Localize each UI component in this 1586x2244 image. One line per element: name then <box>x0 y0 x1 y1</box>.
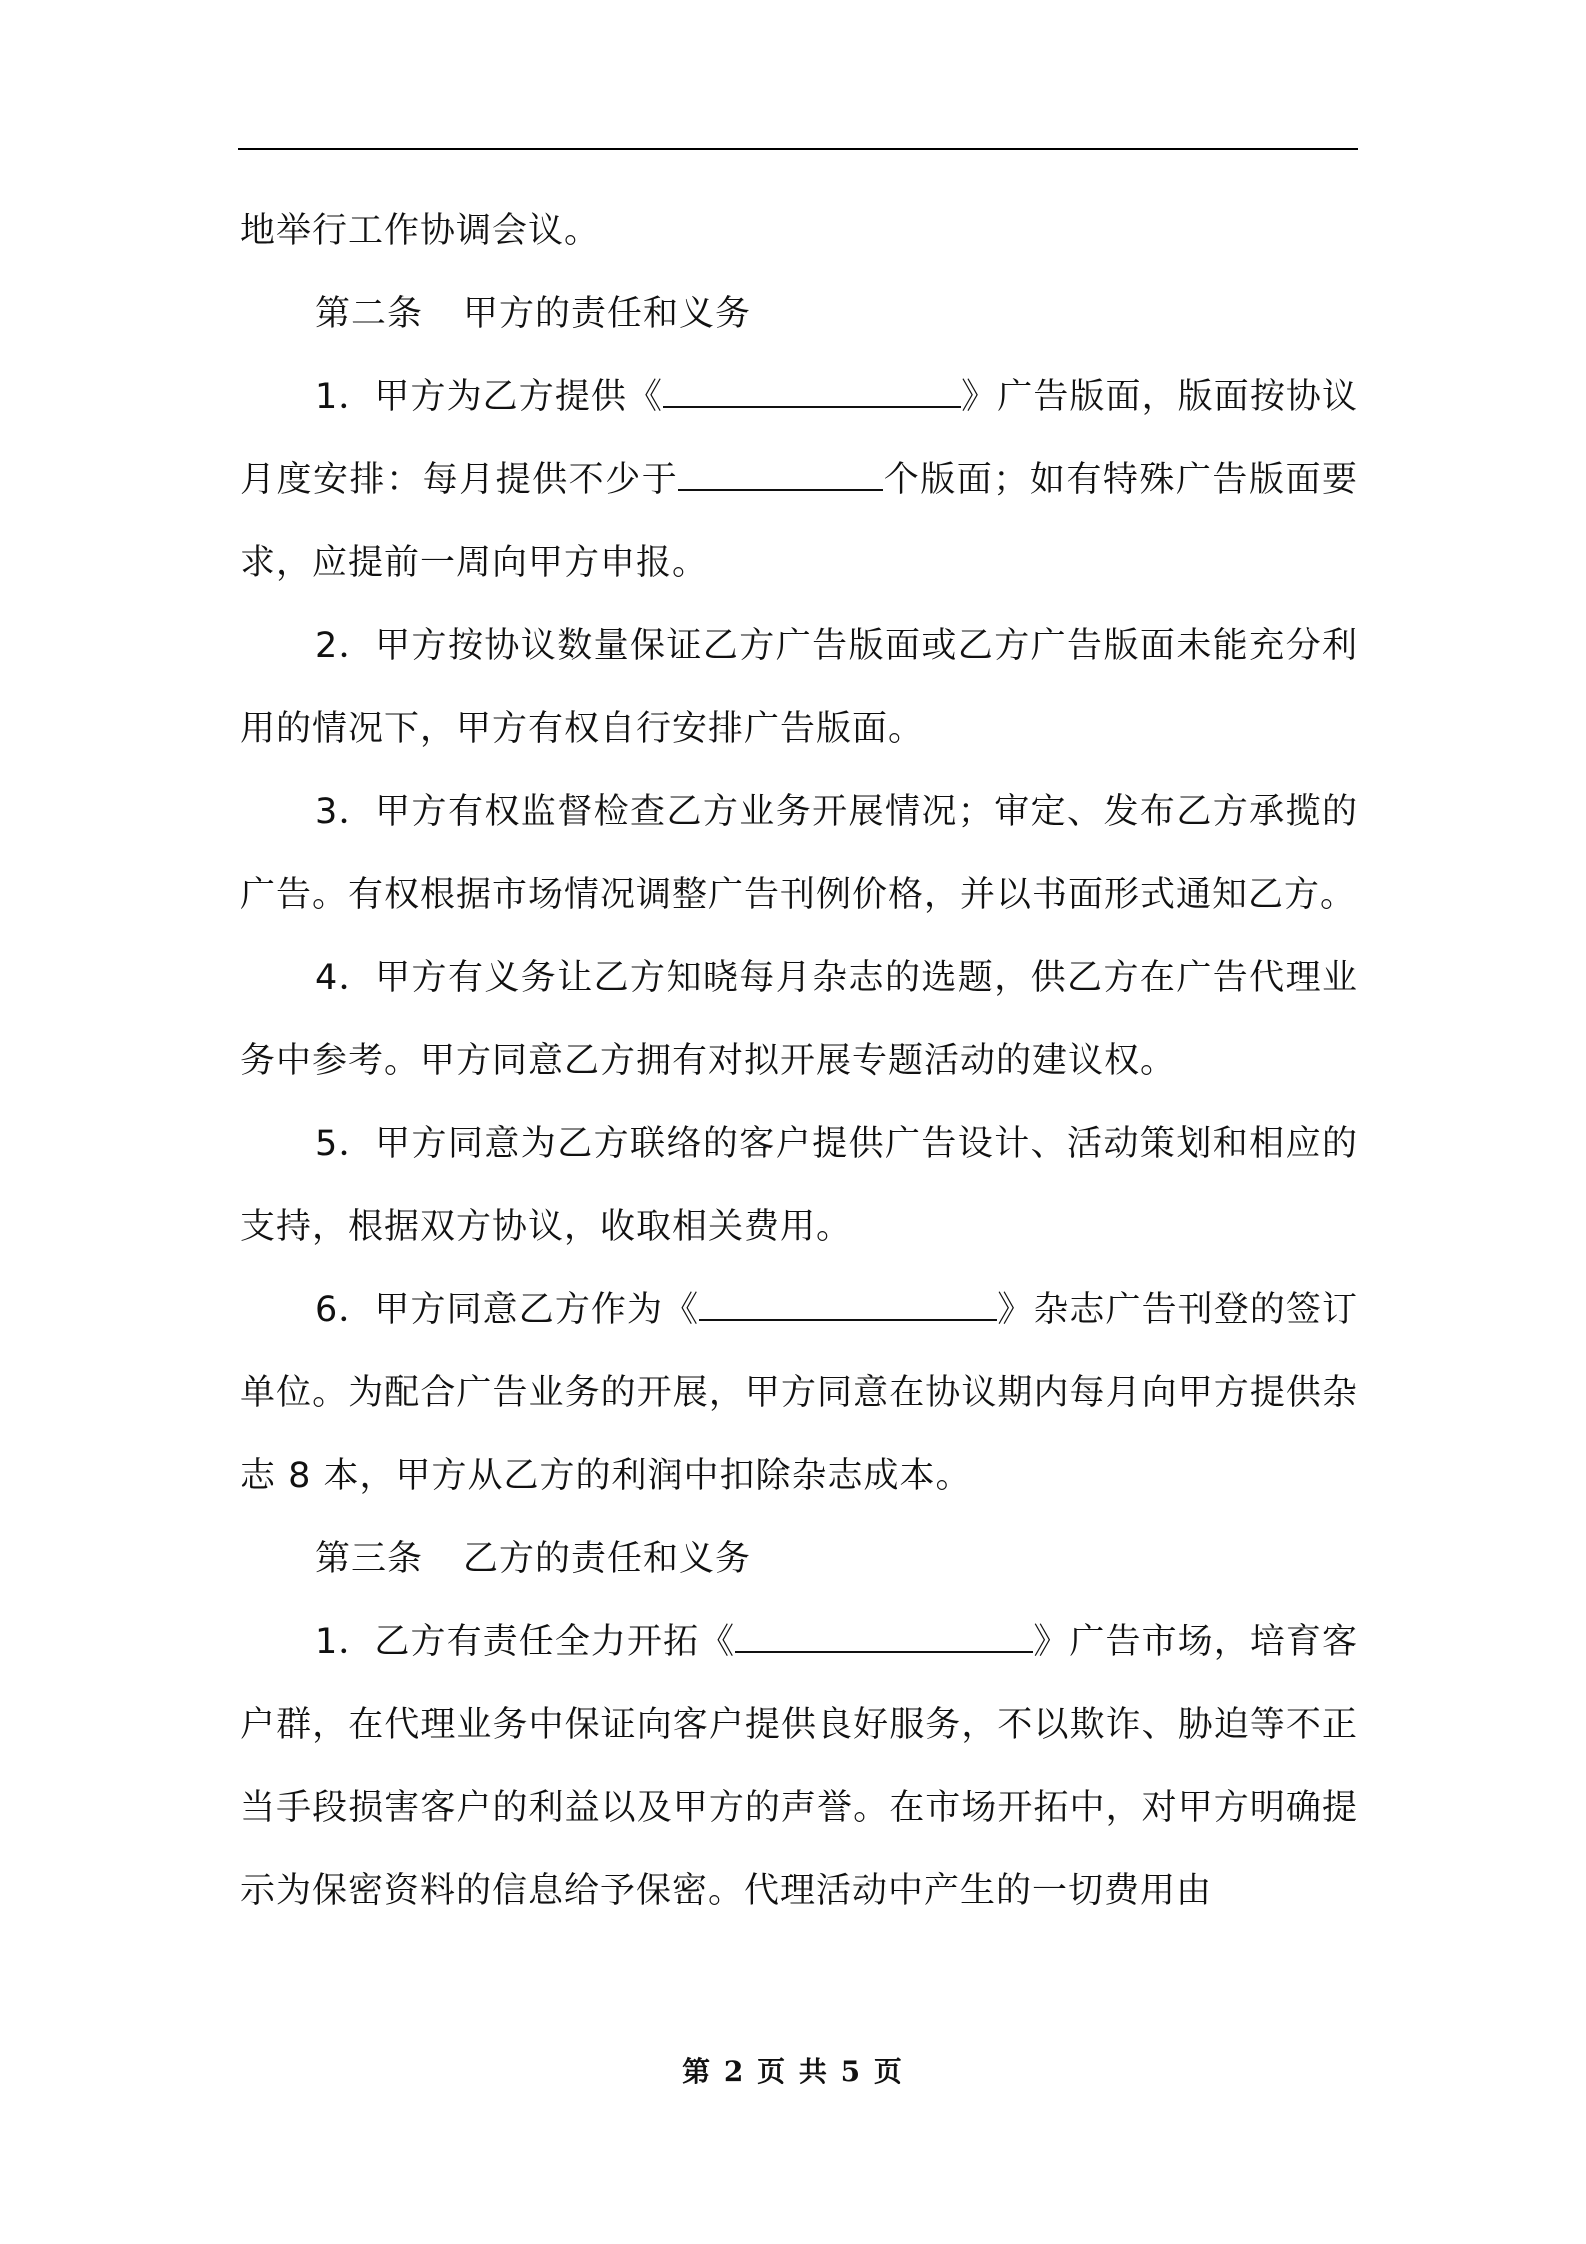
article-2-item-6 <box>240 1269 1358 1518</box>
item-text: 》广告市场，培育客户群，在代理业务中保证向客户提供良好服务，不以欺诈、胁迫等不正当手段损害客户的利益以及甲方的声誉。在市场开拓中，对甲方明确提示为保密资料的信息给予保密。代理活动中产生的一切费用由 <box>240 1622 1358 1911</box>
article-2-number: 第二条 <box>315 294 424 334</box>
item-text: 1．乙方有责任全力开拓《 <box>315 1622 736 1662</box>
continuation-paragraph: 地举行工作协调会议。 <box>240 211 601 251</box>
article-2-item-2: 2．甲方按协议数量保证乙方广告版面或乙方广告版面未能充分利用的情况下，甲方有权自行安排广告版面。 <box>240 626 1358 749</box>
article-2-heading <box>240 273 1358 356</box>
fill-in-blank <box>678 459 883 491</box>
item-text: 6．甲方同意乙方作为《 <box>315 1290 700 1330</box>
page-footer: 第 2 页 共 5 页 <box>682 2055 904 2088</box>
article-3-number: 第三条 <box>315 1539 424 1579</box>
article-2-item-5: 5．甲方同意为乙方联络的客户提供广告设计、活动策划和相应的支持，根据双方协议，收取相关费用。 <box>240 1124 1358 1247</box>
article-3-title: 乙方的责任和义务 <box>463 1539 752 1579</box>
fill-in-blank <box>663 376 961 408</box>
item-text: 》杂志广告刊登的签订单位。为配合广告业务的开展，甲方同意在协议期内每月向甲方提供杂志 8 本，甲方从乙方的利润中扣除杂志成本。 <box>240 1290 1358 1496</box>
fill-in-blank <box>699 1289 997 1321</box>
document-body <box>240 190 1358 1933</box>
article-2-item-3: 3．甲方有权监督检查乙方业务开展情况；审定、发布乙方承揽的广告。有权根据市场情况调整广告刊例价格，并以书面形式通知乙方。 <box>240 792 1358 915</box>
article-2-item-1 <box>240 356 1358 605</box>
article-2-item-4: 4．甲方有义务让乙方知晓每月杂志的选题，供乙方在广告代理业务中参考。甲方同意乙方拥有对拟开展专题活动的建议权。 <box>240 958 1358 1081</box>
item-text: 1．甲方为乙方提供《 <box>315 377 664 417</box>
article-3-heading <box>240 1518 1358 1601</box>
item-text: 》广告版面，版面按协议月度安排：每月提供不少于 <box>240 377 1358 500</box>
article-3-item-1 <box>240 1601 1358 1933</box>
fill-in-blank <box>735 1621 1033 1653</box>
item-text: 个版面；如有特殊广告版面要求，应提前一周向甲方申报。 <box>240 460 1358 583</box>
header-rule <box>238 148 1358 150</box>
article-2-title: 甲方的责任和义务 <box>463 294 752 334</box>
